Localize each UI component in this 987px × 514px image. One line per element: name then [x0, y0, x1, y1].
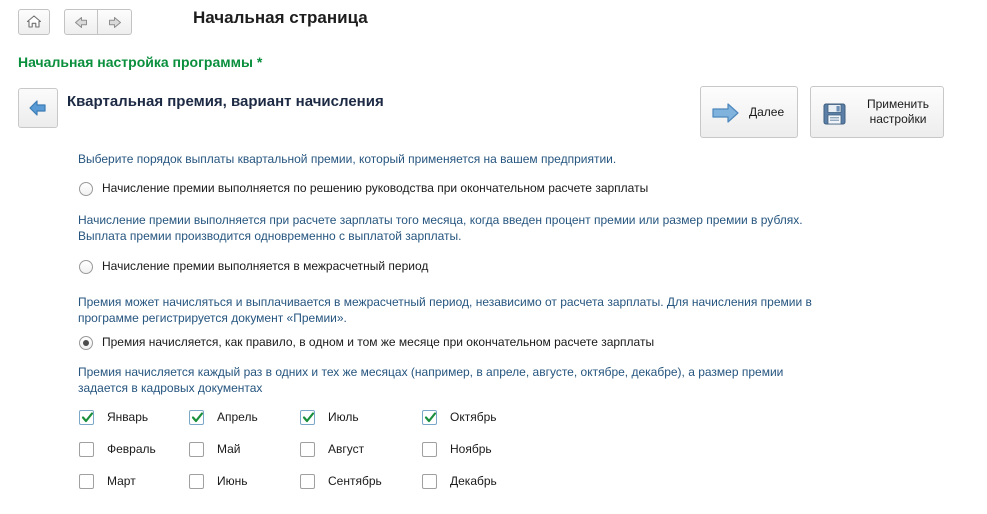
checkbox-icon[interactable] — [189, 474, 204, 489]
radio-icon[interactable] — [79, 260, 93, 274]
checkbox-icon[interactable] — [79, 474, 94, 489]
month-label: Октябрь — [450, 410, 497, 424]
required-marker: * — [256, 54, 263, 70]
month-label: Июль — [328, 410, 359, 424]
checkbox-icon[interactable] — [79, 442, 94, 457]
month-label: Январь — [107, 410, 149, 424]
option-label-2: Начисление премии выполняется в межрасчетный период — [102, 259, 429, 273]
checkbox-icon[interactable] — [300, 474, 315, 489]
months-grid — [79, 408, 679, 506]
month-label: Март — [107, 474, 136, 488]
checkbox-icon[interactable] — [422, 474, 437, 489]
month-label: Апрель — [217, 410, 258, 424]
radio-icon[interactable] — [79, 182, 93, 196]
month-label: Сентябрь — [328, 474, 382, 488]
checkbox-icon[interactable] — [189, 410, 204, 425]
apply-settings-label: Применить настройки — [866, 97, 929, 126]
checkbox-icon[interactable] — [300, 442, 315, 457]
checkbox-icon[interactable] — [300, 410, 315, 425]
option-description-2: Премия может начисляться и выплачивается в межрасчетный период, независимо от расчета зарплаты. Для начисления премии в программе регистрируется документ «Премии». — [78, 295, 812, 325]
intro-text: Выберите порядок выплаты квартальной премии, который применяется на вашем предприятии. — [78, 152, 617, 166]
checkbox-icon[interactable] — [79, 410, 94, 425]
section-heading-text: Начальная настройка программы — [18, 54, 253, 70]
checkbox-icon[interactable] — [422, 442, 437, 457]
radio-icon[interactable] — [79, 336, 93, 350]
checkbox-icon[interactable] — [422, 410, 437, 425]
form-title: Квартальная премия, вариант начисления — [67, 93, 384, 110]
checkbox-icon[interactable] — [189, 442, 204, 457]
page-title: Начальная страница — [193, 8, 368, 27]
option-description-1: Начисление премии выполняется при расчете зарплаты того месяца, когда введен процент премии или размер премии в рублях. Выплата премии производится одновременно с выплатой зарплаты. — [78, 213, 803, 243]
next-button-label: Далее — [749, 105, 785, 119]
month-label: Май — [217, 442, 241, 456]
month-label: Июнь — [217, 474, 248, 488]
month-label: Февраль — [107, 442, 156, 456]
month-label: Декабрь — [450, 474, 497, 488]
option-label-3: Премия начисляется, как правило, в одном и том же месяце при окончательном расчете зарплаты — [102, 335, 655, 349]
month-label: Август — [328, 442, 365, 456]
option-label-1: Начисление премии выполняется по решению руководства при окончательном расчете зарплаты — [102, 181, 649, 195]
month-label: Ноябрь — [450, 442, 492, 456]
option-description-3: Премия начисляется каждый раз в одних и тех же месяцах (например, в апреле, августе, октябре, декабре), а размер премии задается в кадровых документах — [78, 365, 784, 395]
